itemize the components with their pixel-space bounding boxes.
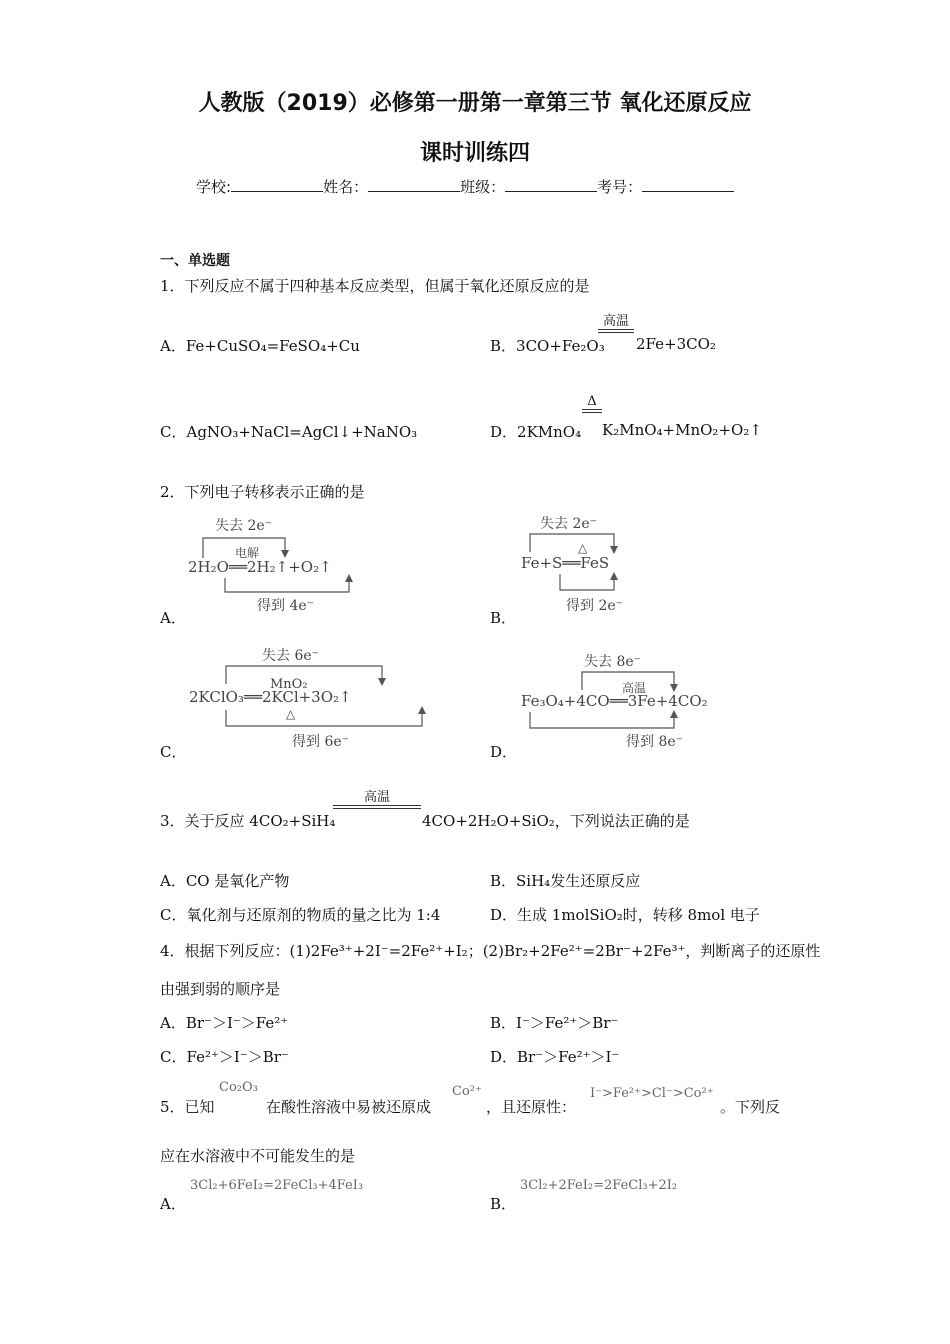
q1-stem: 1．下列反应不属于四种基本反应类型，但属于氧化还原反应的是 [160, 277, 590, 295]
q1-d-right: K₂MnO₄+MnO₂+O₂↑ [602, 421, 762, 439]
q2-diagram-a [185, 512, 385, 616]
school-label: 学校: [196, 178, 232, 196]
equals-sign [333, 805, 421, 809]
option-text: AgNO₃+NaCl=AgCl↓+NaNO₃ [186, 423, 418, 441]
q2-option-c-label[interactable]: C． [160, 743, 187, 761]
q5-stem-prefix: 5．已知 [160, 1098, 215, 1116]
q3-option-b[interactable]: B．SiH₄发生还原反应 [490, 872, 641, 890]
transfer-lost-label: 失去 6e⁻ [262, 648, 320, 664]
equation-left: 2KMnO₄ [517, 423, 582, 441]
id-blank[interactable] [642, 177, 734, 192]
class-blank[interactable] [505, 177, 597, 192]
q2-diagram-d [518, 648, 758, 752]
condition-label: 电解 [235, 546, 260, 560]
option-label: C． [160, 423, 187, 441]
transfer-gain-label: 得到 6e⁻ [292, 734, 350, 750]
equals-sign [582, 409, 602, 413]
q5-stem-line2: 应在水溶液中不可能发生的是 [160, 1147, 356, 1165]
q4-option-b[interactable]: B．I⁻＞Fe²⁺＞Br⁻ [490, 1014, 619, 1032]
name-blank[interactable] [368, 177, 460, 192]
condition-top-label: MnO₂ [270, 677, 308, 692]
q1-b-right: 2Fe+3CO₂ [636, 335, 716, 353]
q4-stem-line1: 4．根据下列反应：(1)2Fe³⁺+2I⁻=2Fe²⁺+I₂；(2)Br₂+2Fe²⁺=2Br⁻+2Fe³⁺，判断离子的还原性 [160, 942, 821, 960]
id-label: 考号： [597, 178, 643, 196]
q5-formula-co2plus: Co²⁺ [452, 1084, 482, 1099]
transfer-gain-label: 得到 4e⁻ [257, 598, 315, 614]
q4-option-a[interactable]: A．Br⁻＞I⁻＞Fe²⁺ [160, 1014, 289, 1032]
q3-stem-right: 4CO+2H₂O+SiO₂，下列说法正确的是 [422, 812, 690, 830]
transfer-gain-label: 得到 8e⁻ [626, 734, 684, 750]
q2-diagram-b [518, 510, 648, 614]
q3-condition [333, 786, 421, 809]
class-label: 班级： [460, 178, 506, 196]
q4-stem-line2: 由强到弱的顺序是 [160, 980, 281, 998]
q1-option-d[interactable] [490, 421, 581, 442]
student-info-row [196, 176, 734, 197]
q3-option-a[interactable]: A．CO 是氧化产物 [160, 872, 290, 890]
q5-option-b-label[interactable]: B． [490, 1195, 517, 1213]
condition-label: 高温 [363, 790, 390, 805]
q3-stem-left: 3．关于反应 4CO₂+SiH₄ [160, 812, 336, 830]
option-text: Fe+CuSO₄=FeSO₄+Cu [185, 337, 360, 355]
q5-option-b-formula: 3Cl₂+2FeI₂=2FeCl₃+2I₂ [520, 1178, 678, 1193]
q1-b-condition [598, 310, 634, 333]
q1-option-c[interactable] [160, 421, 417, 442]
q2-option-b-label[interactable]: B． [490, 609, 517, 627]
equals-sign [598, 329, 634, 333]
q1-option-a[interactable] [160, 335, 360, 356]
page-subtitle: 课时训练四 [419, 141, 530, 166]
q1-d-condition [582, 394, 602, 413]
name-label: 姓名： [323, 178, 369, 196]
equation: 2H₂O══2H₂↑+O₂↑ [188, 558, 332, 576]
q2-stem: 2．下列电子转移表示正确的是 [160, 483, 365, 501]
q5-option-a-formula: 3Cl₂+6FeI₂=2FeCl₃+4FeI₃ [190, 1178, 364, 1193]
school-blank[interactable] [231, 177, 323, 192]
condition-label: Δ [587, 394, 597, 409]
page-title: 人教版（2019）必修第一册第一章第三节 氧化还原反应 [198, 91, 752, 116]
equation-left: 3CO+Fe₂O₃ [516, 337, 605, 355]
q4-option-c[interactable]: C．Fe²⁺＞I⁻＞Br⁻ [160, 1048, 289, 1066]
option-label: B． [490, 337, 517, 355]
q3-option-c[interactable]: C．氧化剂与还原剂的物质的量之比为 1:4 [160, 906, 441, 924]
q5-formula-order: I⁻>Fe²⁺>Cl⁻>Co²⁺ [590, 1086, 714, 1101]
q2-option-d-label[interactable]: D． [490, 743, 518, 761]
q5-stem-mid: 在酸性溶液中易被还原成 [266, 1098, 432, 1116]
condition-bottom-label: △ [286, 707, 296, 721]
equation: 2KClO₃══2KCl+3O₂↑ [189, 688, 352, 706]
transfer-gain-label: 得到 2e⁻ [566, 598, 624, 614]
q5-formula-co2o3: Co₂O₃ [219, 1080, 258, 1095]
condition-label: 高温 [622, 681, 647, 695]
condition-label: △ [578, 541, 588, 555]
q5-option-a-label[interactable]: A． [160, 1195, 186, 1213]
q4-option-d[interactable]: D．Br⁻＞Fe²⁺＞I⁻ [490, 1048, 620, 1066]
option-label: A． [160, 337, 186, 355]
q3-option-d[interactable]: D．生成 1molSiO₂时，转移 8mol 电子 [490, 906, 760, 924]
equation: Fe+S══FeS [521, 554, 610, 572]
section-heading: 一、单选题 [160, 253, 230, 269]
q5-stem-end: 。下列反 [720, 1098, 781, 1116]
equation: Fe₃O₄+4CO══3Fe+4CO₂ [521, 692, 708, 710]
q2-option-a-label[interactable]: A． [160, 609, 186, 627]
option-label: D． [490, 423, 518, 441]
q5-stem-mid2: ，且还原性： [486, 1098, 577, 1116]
q2-diagram-c [186, 642, 466, 752]
transfer-lost-label: 失去 2e⁻ [215, 518, 273, 534]
transfer-lost-label: 失去 2e⁻ [540, 516, 598, 532]
q1-option-b[interactable] [490, 335, 605, 356]
transfer-lost-label: 失去 8e⁻ [584, 654, 642, 670]
condition-label: 高温 [602, 314, 629, 329]
